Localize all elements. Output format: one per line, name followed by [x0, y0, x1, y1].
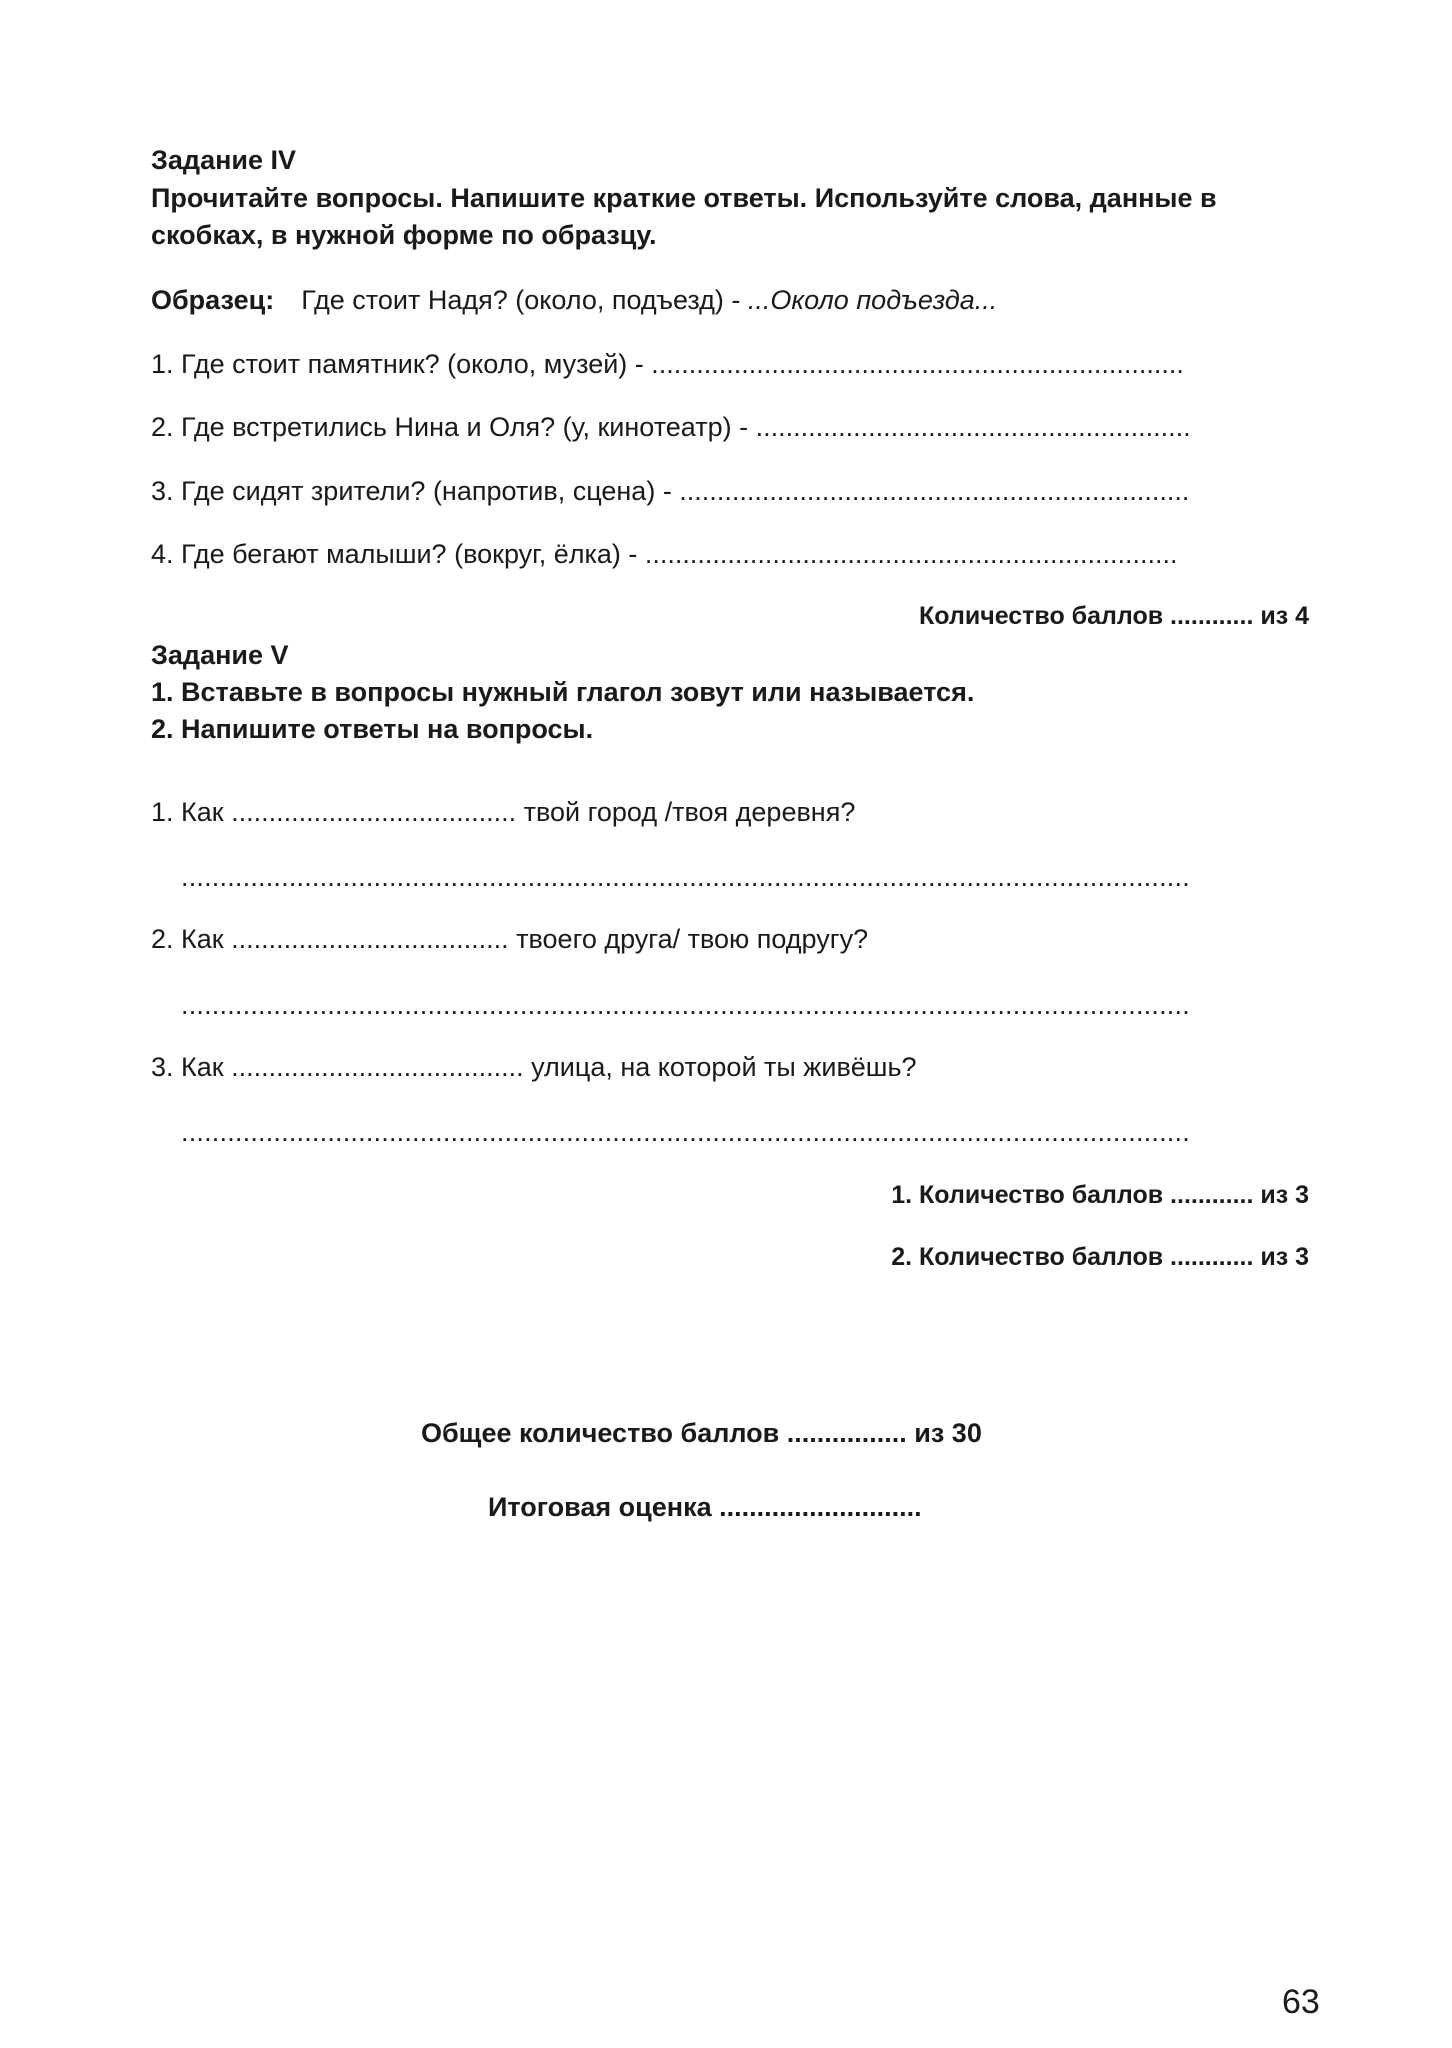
task4-instruction-line2: скобках, в нужной форме по образцу. — [151, 220, 657, 250]
task5-instruction-line1: 1. Вставьте в вопросы нужный глагол зовут или называется. — [151, 677, 975, 707]
example-answer: ...Около подъезда... — [747, 285, 998, 315]
task5-question-2: 2. Как ..................................... твоего друга/ твою подругу? — [151, 924, 869, 954]
task5-question-3: 3. Как ....................................... улица, на которой ты живёшь? — [151, 1052, 917, 1082]
page-number: 63 — [1282, 1983, 1320, 2021]
example-label: Образец: — [151, 285, 275, 315]
task4-instruction-line1: Прочитайте вопросы. Напишите краткие ответы. Используйте слова, данные в — [151, 183, 1217, 213]
task5-score-1: 1. Количество баллов ............ из 3 — [891, 1181, 1309, 1209]
task5-score-2: 2. Количество баллов ............ из 3 — [891, 1243, 1309, 1271]
task4-question-4: 4. Где бегают малыши? (вокруг, ёлка) - ....................................................................... — [151, 539, 1178, 569]
task4-example — [151, 283, 997, 317]
task4-question-3: 3. Где сидят зрители? (напротив, сцена) - .................................................................... — [151, 476, 1190, 506]
task4-question-2: 2. Где встретились Нина и Оля? (у, кинотеатр) - .......................................................... — [151, 412, 1191, 442]
task5-answer-line-2: ................................................................................................................................... — [181, 990, 1190, 1020]
task5-question-1: 1. Как ...................................... твой город /твоя деревня? — [151, 797, 856, 827]
total-score: Общее количество баллов ................ из 30 — [421, 1418, 982, 1448]
task5-instruction-line2: 2. Напишите ответы на вопросы. — [151, 714, 594, 744]
example-question: Где стоит Надя? (около, подъезд) - — [301, 285, 748, 315]
task5-answer-line-1: ................................................................................................................................... — [181, 862, 1190, 892]
task4-title: Задание IV — [151, 145, 297, 175]
task5-title: Задание V — [151, 640, 289, 670]
task5-answer-line-3: ................................................................................................................................... — [181, 1117, 1190, 1147]
final-grade: Итоговая оценка ........................... — [488, 1492, 922, 1522]
task4-score: Количество баллов ............ из 4 — [919, 602, 1309, 630]
task4-question-1: 1. Где стоит памятник? (около, музей) - ....................................................................... — [151, 349, 1184, 379]
